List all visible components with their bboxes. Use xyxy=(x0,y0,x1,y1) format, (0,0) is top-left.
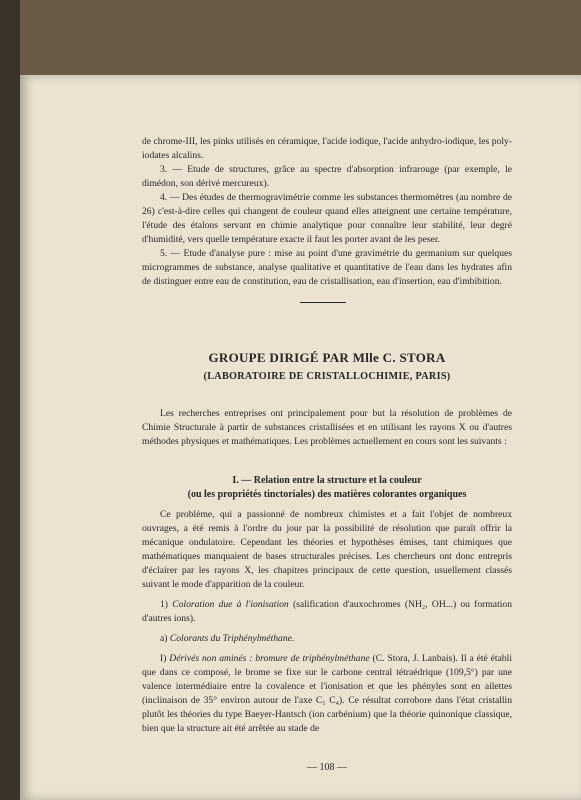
section-heading-line2: (ou les propriétés tinctoriales) des matières colorantes organiques xyxy=(187,489,467,500)
item-I-text: (C. Stora, J. Lanbais). Il a été établi que dans ce composé, le brome se fixe sur le carbone central tétraédrique (109,5°) par une valence intermédiaire entre la covalence et l'ionisation et que les phényles sont en ailettes (inclinaison de 35° environ autour de l'axe C₁ C₄). Ce résultat corrobore dans l'état cristallin plutôt les théories du type Baeyer-Hantsch (ion carbénium) que la théorie quinonique classique, bien que la structure ait été arrêtée au stade de xyxy=(142,653,512,734)
intro-block xyxy=(142,407,512,449)
section-heading xyxy=(142,474,512,502)
item-I-heading: Dérivés non aminés : bromure de triphénylméthane xyxy=(169,653,370,664)
item-1-heading: Coloration due à l'ionisation xyxy=(172,599,289,610)
body-paragraph: Ce problème, qui a passionné de nombreux chimistes et a fait l'objet de nombreux ouvrages, a été remis à l'ordre du jour par la possibilité de résolution que paraît offrir la mécanique ondulatoire. Cependant les théories et hypothèses émises, tant chimiques que mathématiques manquaient de bases structurales précises. Les chercheurs ont donc entrepris d'éclairer par les rayons X, les chapitres principaux de cette question, usuellement classés suivant le mode d'apparition de la couleur. xyxy=(142,509,512,590)
section-heading-line1: I. — Relation entre la structure et la couleur xyxy=(232,475,422,486)
item-I-prefix: I) xyxy=(160,653,167,664)
top-block xyxy=(142,135,512,289)
paragraph-continued: de chrome-III, les pinks utilisés en céramique, l'acide iodique, l'acide anhydro-iodique, les poly-iodates alcalins. xyxy=(142,136,512,161)
section-divider xyxy=(300,302,346,303)
body-block xyxy=(142,508,512,736)
intro-paragraph: Les recherches entreprises ont principalement pour but la résolution de problèmes de Chimie Structurale à partir de substances cristallisées et en utilisant les rayons X ou d'autres méthodes physiques et mathématiques. Les problèmes actuellement en cours sont les suivants : xyxy=(142,408,512,447)
paragraph-item-3: 3. — Etude de structures, grâce au spectre d'absorption infrarouge (par exemple, le dimédon, son dérivé mercureux). xyxy=(142,164,512,189)
item-1 xyxy=(142,598,512,626)
paragraph-item-4: 4. — Des études de thermogravimétrie comme les substances thermomètres (au nombre de 26) c'est-à-dire celles qui changent de couleur quand elles atteignent une certaine température, l'étude des étalons servant en chimie analytique pour connaître leur stabilité, leur degré d'humidité, vers quelle température exacte il faut les porter avant de les peser. xyxy=(142,192,512,245)
scan-background xyxy=(20,0,581,75)
item-1-prefix: 1) xyxy=(160,599,168,610)
item-a-heading: Colorants du Triphénylméthane. xyxy=(169,633,295,644)
group-subtitle: (LABORATOIRE DE CRISTALLOCHIMIE, PARIS) xyxy=(203,371,451,382)
item-I xyxy=(142,652,512,736)
group-title: GROUPE DIRIGÉ PAR Mlle C. STORA xyxy=(208,350,446,365)
scan-border xyxy=(0,0,20,800)
page-number: — 108 — xyxy=(307,762,347,773)
item-a-prefix: a) xyxy=(160,633,168,644)
item-a xyxy=(142,632,512,646)
item-1-text: (salification d'auxochromes (NH₂, OH...) ou formation d'autres ions). xyxy=(142,599,512,624)
paragraph-item-5: 5. — Etude d'analyse pure : mise au point d'une gravimétrie du germanium sur quelques microgrammes de substance, analyse qualitative et quantitative de l'eau dans les hydrates afin de distinguer entre eau de constitution, eau de cristallisation, eau d'insertion, eau d'imbibition. xyxy=(142,248,512,287)
